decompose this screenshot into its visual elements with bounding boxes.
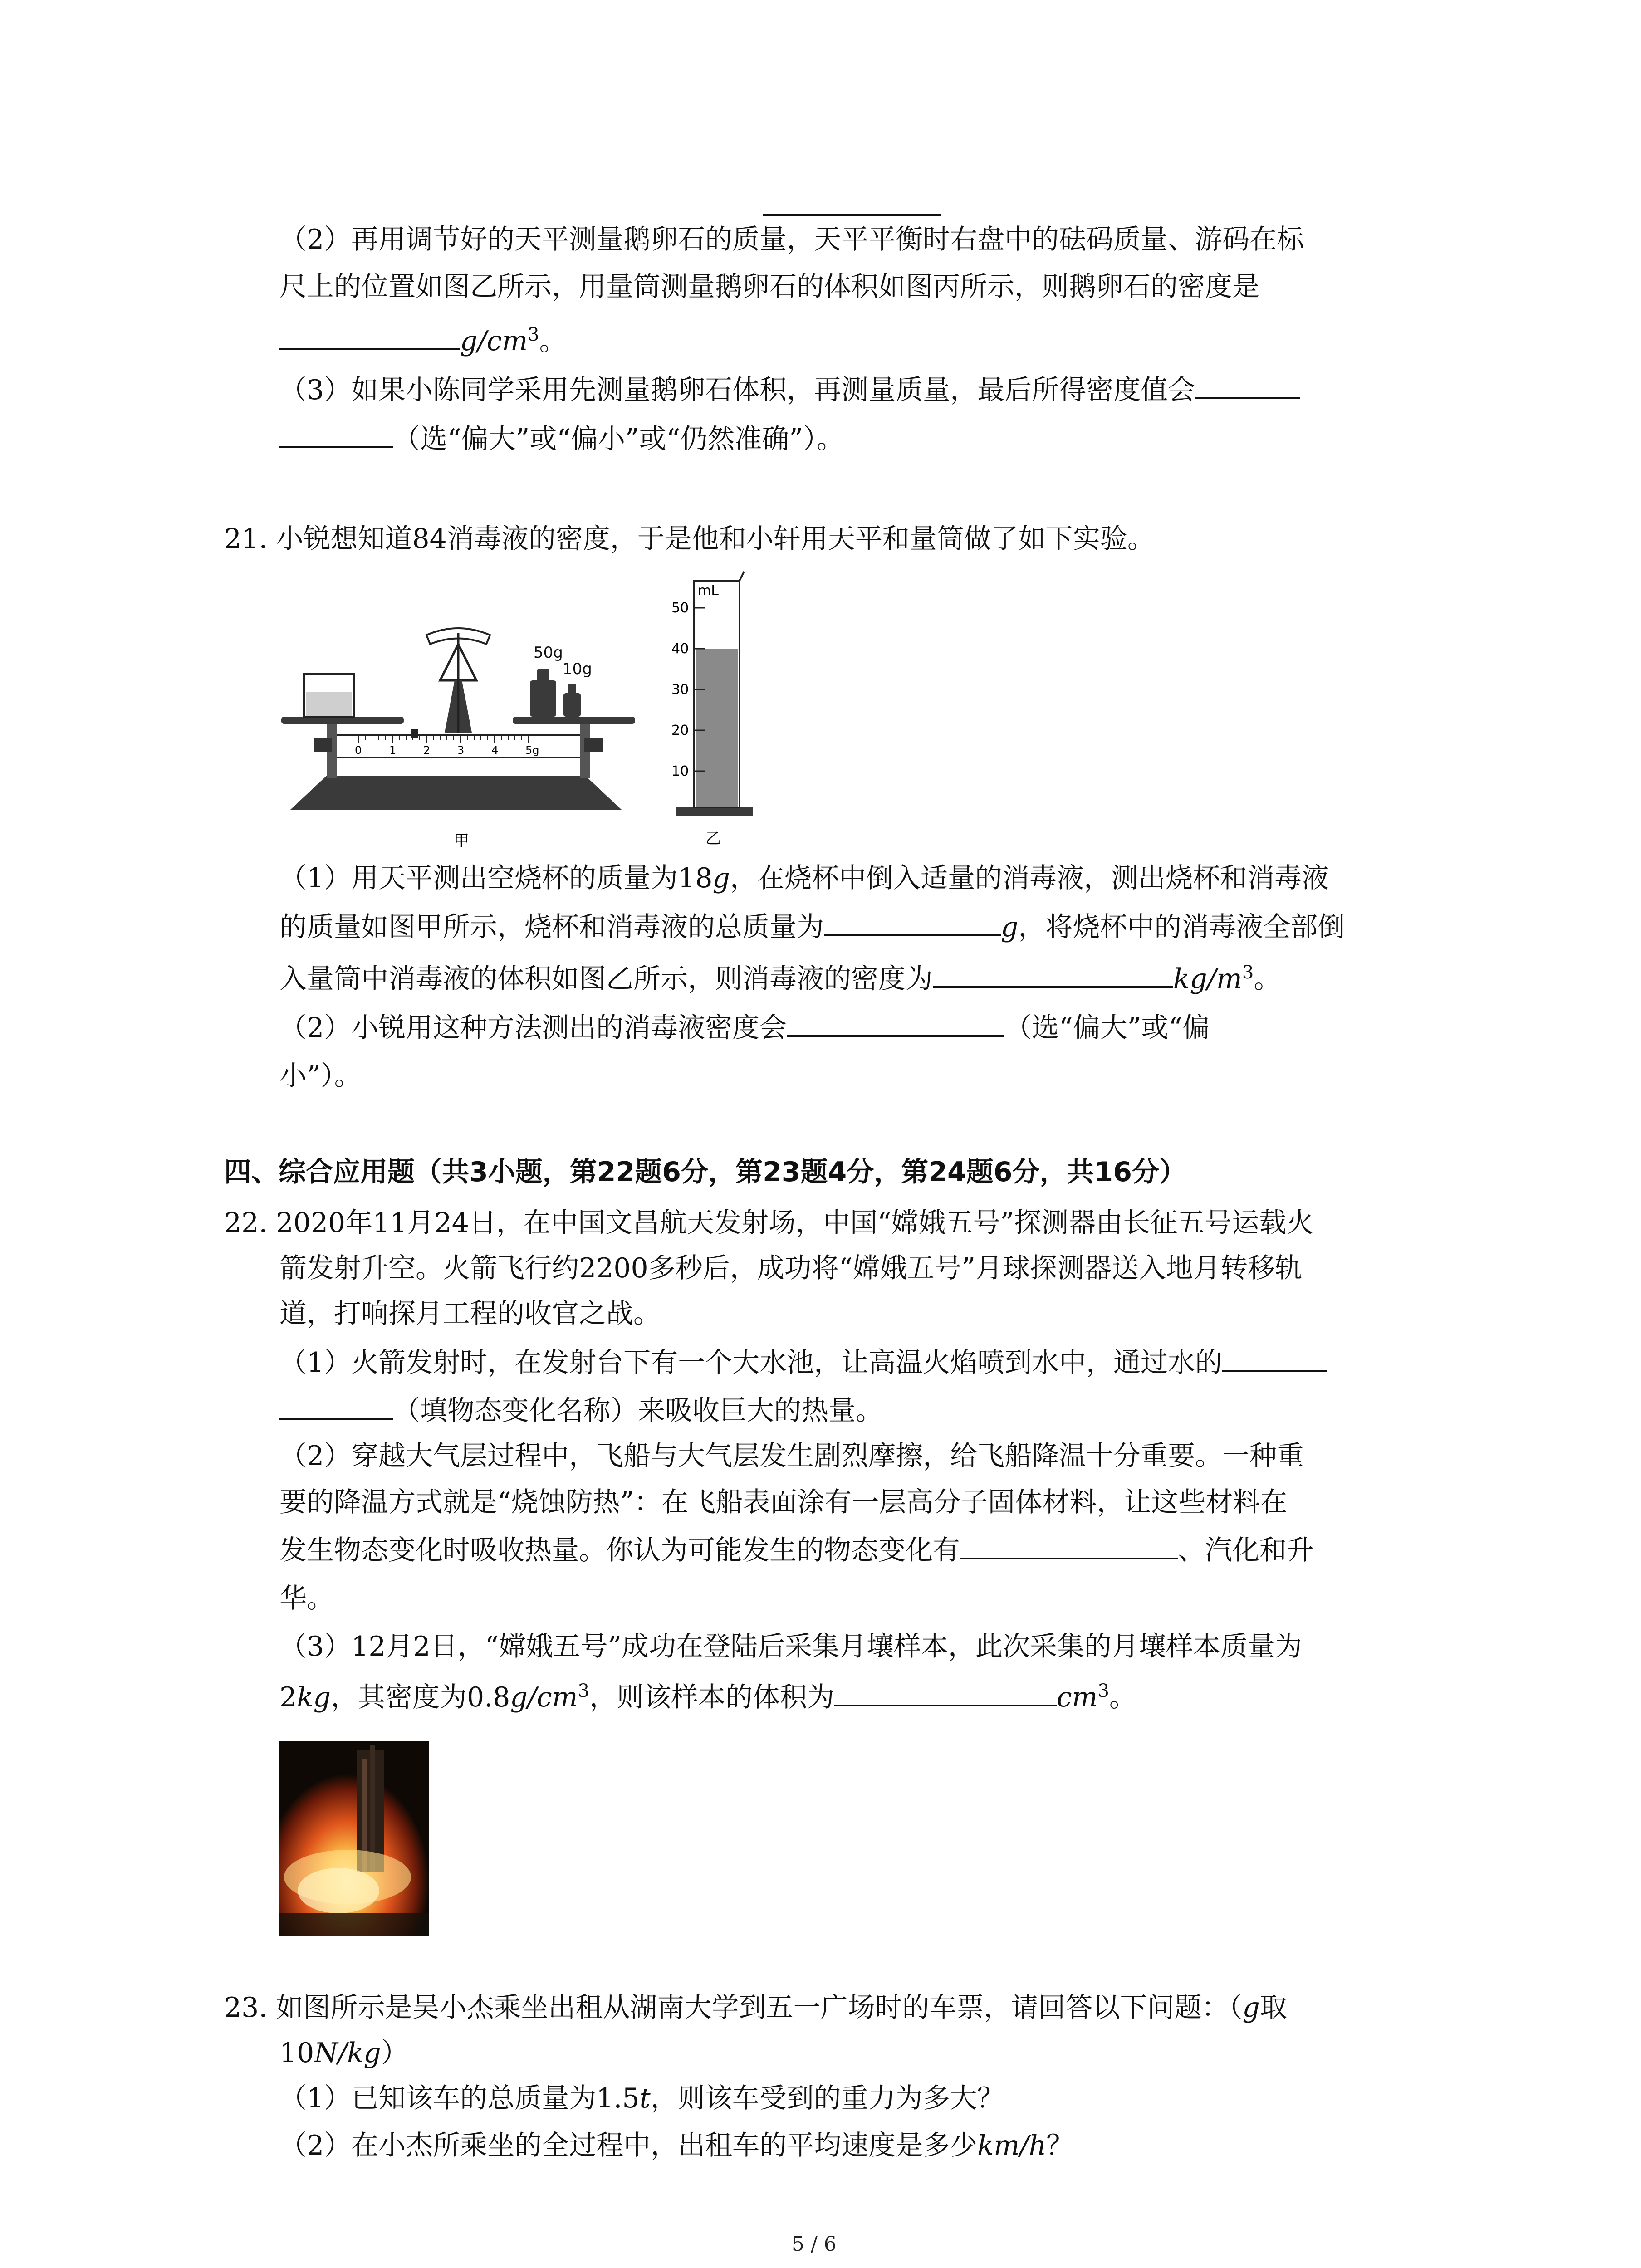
q22-part2-line1: （2）穿越大气层过程中，飞船与大气层发生剧烈摩擦，给飞船降温十分重要。一种重 bbox=[279, 1440, 1304, 1472]
text: 。 bbox=[1109, 1681, 1136, 1713]
text: ，将烧杯中的消毒液全部倒 bbox=[1018, 911, 1345, 943]
q23-part2 bbox=[279, 2127, 1073, 2164]
text: （选“偏大”或“偏小”或“仍然准确”）。 bbox=[393, 423, 844, 455]
unit: km/h bbox=[977, 2130, 1047, 2161]
text: 发生物态变化时吸收热量。你认为可能发生的物态变化有 bbox=[279, 1535, 960, 1566]
beam-tick-1: 1 bbox=[389, 744, 397, 757]
q22-part2-line2: 要的降温方式就是“烧蚀防热”：在飞船表面涂有一层高分子固体材料，让这些材料在 bbox=[279, 1486, 1288, 1518]
exponent: 3 bbox=[1097, 1681, 1109, 1701]
text: 取 bbox=[1259, 1992, 1287, 2024]
q20-part2-line3 bbox=[279, 323, 567, 359]
q22-part3-line1: （3）12月2日，“嫦娥五号”成功在登陆后采集月壤样本，此次采集的月壤样本质量为 bbox=[279, 1631, 1303, 1662]
answer-blank[interactable] bbox=[834, 1679, 1057, 1706]
q20-part2-line2: 尺上的位置如图乙所示，用量筒测量鹅卵石的体积如图丙所示，则鹅卵石的密度是 bbox=[279, 271, 1259, 303]
text: （3）如果小陈同学采用先测量鹅卵石体积，再测量质量，最后所得密度值会 bbox=[279, 374, 1195, 406]
fig-caption-jia: 甲 bbox=[454, 832, 469, 850]
answer-blank[interactable] bbox=[824, 909, 1001, 936]
cyl-tick-50: 50 bbox=[671, 600, 689, 616]
unit: g bbox=[1001, 911, 1019, 943]
text: 、汽化和升 bbox=[1178, 1535, 1314, 1566]
text: 10 bbox=[279, 2037, 314, 2069]
rocket-launch-photo bbox=[279, 1741, 429, 1936]
unit: t bbox=[639, 2082, 651, 2114]
beam-tick-5: 5g bbox=[525, 744, 539, 757]
q21-part2-line2: 小”）。 bbox=[279, 1060, 362, 1092]
text: ？ bbox=[1046, 2130, 1074, 2161]
q22-stem-line2: 箭发射升空。火箭飞行约2200多秒后，成功将“嫦娥五号”月球探测器送入地月转移轨 bbox=[279, 1252, 1303, 1284]
exponent: 3 bbox=[528, 324, 539, 345]
answer-blank[interactable] bbox=[933, 961, 1173, 988]
beam-tick-3: 3 bbox=[457, 744, 465, 757]
text: ） bbox=[381, 2037, 408, 2069]
text: 23. 如图所示是吴小杰乘坐出租从湖南大学到五一广场时的车票，请回答以下问题：（ bbox=[224, 1992, 1243, 2024]
text: （2）小锐用这种方法测出的消毒液密度会 bbox=[279, 1012, 787, 1044]
answer-blank[interactable] bbox=[1222, 1344, 1327, 1372]
answer-blank[interactable] bbox=[763, 214, 941, 216]
cylinder-liquid bbox=[696, 649, 738, 807]
cyl-tick-20: 20 bbox=[671, 723, 689, 738]
exponent: 3 bbox=[578, 1681, 589, 1701]
text: 的质量如图甲所示，烧杯和消毒液的总质量为 bbox=[279, 911, 824, 943]
punct: 。 bbox=[539, 325, 567, 357]
text: 入量筒中消毒液的体积如图乙所示，则消毒液的密度为 bbox=[279, 963, 933, 995]
section4-title: 四、综合应用题（共3小题，第22题6分，第23题4分，第24题6分，共16分） bbox=[224, 1156, 1186, 1188]
cylinder-base bbox=[676, 807, 753, 816]
cyl-tick-10: 10 bbox=[671, 763, 689, 779]
fig-caption-yi: 乙 bbox=[705, 830, 721, 848]
q22-part2-line4: 华。 bbox=[279, 1583, 334, 1614]
text: （选“偏大”或“偏 bbox=[1004, 1012, 1210, 1044]
beam-tick-4: 4 bbox=[491, 744, 499, 757]
text: ，在烧杯中倒入适量的消毒液，测出烧杯和消毒液 bbox=[730, 862, 1329, 894]
text: （1）用天平测出空烧杯的质量为18 bbox=[279, 862, 713, 894]
cylinder-unit: mL bbox=[698, 583, 719, 599]
q21-part1-line2 bbox=[279, 909, 1345, 945]
text: ，则该车受到的重力为多大？ bbox=[650, 2082, 1004, 2114]
q22-part2-line3 bbox=[279, 1532, 1314, 1569]
cyl-tick-40: 40 bbox=[671, 641, 689, 657]
left-pan bbox=[281, 717, 404, 724]
text: ，则该样本的体积为 bbox=[589, 1681, 834, 1713]
answer-blank[interactable] bbox=[279, 1393, 393, 1420]
weight-10g bbox=[563, 684, 581, 717]
q20-part2-line1: （2）再用调节好的天平测量鹅卵石的质量，天平平衡时右盘中的砝码质量、游码在标 bbox=[279, 224, 1304, 255]
text: 2 bbox=[279, 1681, 297, 1713]
unit: kg bbox=[297, 1681, 331, 1713]
answer-blank[interactable] bbox=[1195, 372, 1300, 399]
unit: cm bbox=[1056, 1681, 1098, 1713]
symbol: g bbox=[1242, 1992, 1260, 2024]
q22-stem-line1: 22. 2020年11月24日，在中国文昌航天发射场，中国“嫦娥五号”探测器由长征五号运载火 bbox=[224, 1207, 1314, 1239]
beam-tick-2: 2 bbox=[423, 744, 431, 757]
text: ，其密度为0.8 bbox=[330, 1681, 510, 1713]
weight-50g bbox=[530, 669, 556, 717]
answer-blank[interactable] bbox=[960, 1532, 1178, 1559]
unit: g bbox=[712, 862, 730, 894]
text: 。 bbox=[1254, 963, 1281, 995]
answer-blank[interactable] bbox=[787, 1010, 1004, 1037]
right-pan bbox=[513, 717, 635, 724]
q21-part1-line3 bbox=[279, 961, 1281, 997]
balance-rider bbox=[411, 729, 418, 738]
label-10g: 10g bbox=[563, 660, 592, 678]
text: （2）在小杰所乘坐的全过程中，出租车的平均速度是多少 bbox=[279, 2130, 978, 2161]
q23-stem-line2 bbox=[279, 2035, 408, 2071]
text: （1）火箭发射时，在发射台下有一个大水池，让高温火焰喷到水中，通过水的 bbox=[279, 1347, 1223, 1378]
balance-base bbox=[290, 776, 622, 810]
exponent: 3 bbox=[1242, 962, 1254, 983]
q23-stem-line1 bbox=[224, 1989, 1287, 2026]
unit: g/cm bbox=[510, 1681, 578, 1713]
q21-part1-line1 bbox=[279, 860, 1329, 896]
text: （填物态变化名称）来吸收巨大的热量。 bbox=[393, 1395, 883, 1427]
q22-part3-line2 bbox=[279, 1679, 1136, 1716]
label-50g: 50g bbox=[534, 644, 563, 662]
answer-blank[interactable] bbox=[279, 421, 393, 448]
q20-part3-line1 bbox=[279, 372, 1300, 408]
unit: N/kg bbox=[314, 2037, 381, 2069]
unit: kg/m bbox=[1173, 963, 1242, 995]
q21-stem: 21. 小锐想知道84消毒液的密度，于是他和小轩用天平和量筒做了如下实验。 bbox=[224, 523, 1155, 555]
text: （1）已知该车的总质量为1.5 bbox=[279, 2082, 640, 2114]
q22-part1-line2 bbox=[279, 1393, 883, 1429]
q20-part3-line2 bbox=[279, 421, 844, 457]
page-number: 5 / 6 bbox=[792, 2233, 837, 2256]
answer-blank[interactable] bbox=[279, 323, 460, 350]
cyl-tick-30: 30 bbox=[671, 682, 689, 698]
q21-part2-line1 bbox=[279, 1010, 1210, 1046]
q21-figure bbox=[277, 567, 785, 857]
q22-stem-line3: 道，打响探月工程的收官之战。 bbox=[279, 1298, 661, 1330]
beam-tick-0: 0 bbox=[355, 744, 362, 757]
unit: g/cm bbox=[460, 325, 528, 357]
q23-part1 bbox=[279, 2080, 1004, 2116]
q22-part1-line1 bbox=[279, 1344, 1327, 1381]
